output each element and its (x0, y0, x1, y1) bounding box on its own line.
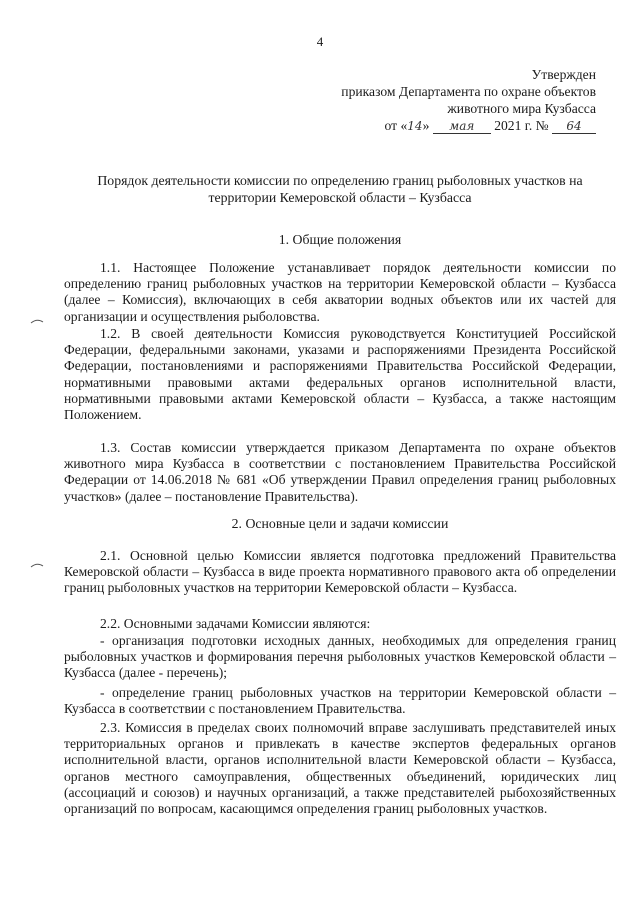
approval-line-2: приказом Департамента по охране объектов (341, 84, 596, 99)
handwritten-month: мая (433, 120, 491, 134)
paragraph-1-2: 1.2. В своей деятельности Комиссия руководствуется Конституцией Российской Федерации, федеральными законами, указами и распоряжениями Президента Российской Федерации, постановлениями и распоряжениями Правительства Российской Федерации, нормативными правовыми актами федеральных органов исполнительной власти, нормативными правовыми актами Кемеровской области – Кузбасса, а также настоящим Положением. (64, 326, 616, 423)
approval-block (341, 66, 596, 135)
paragraph-2-2: 2.2. Основными задачами Комиссии являются: (100, 616, 371, 631)
handwritten-day: 14 (407, 119, 423, 133)
document-title (60, 172, 620, 206)
page-number: 4 (316, 34, 324, 49)
document-title-line-1: Порядок деятельности комиссии по определению границ рыболовных участков на (97, 173, 583, 188)
date-prefix: от « (384, 118, 408, 133)
year-text: 2021 г. № (494, 118, 549, 133)
date-mid: » (422, 118, 430, 133)
approval-line-1: Утвержден (531, 67, 596, 82)
approval-line-3: животного мира Кузбасса (447, 101, 596, 116)
handwritten-order-number: 64 (552, 120, 596, 134)
paragraph-1-1: 1.1. Настоящее Положение устанавливает порядок деятельности комиссии по определению границ рыболовных участков на территории Кемеровской области – Кузбасса (далее – Комиссия), включающих в себя акватории водных объектов или их частей для организации и осуществления рыболовства. (64, 260, 616, 324)
section-1-heading: 1. Общие положения (278, 232, 402, 247)
paragraph-2-1: 2.1. Основной целью Комиссии является подготовка предложений Правительства Кемеровской области – Кузбасса в виде проекта нормативного правового акта об определении границ рыболовных участков на территории Кемеровской области – Кузбасса. (64, 548, 616, 596)
paragraph-2-3: 2.3. Комиссия в пределах своих полномочий вправе заслушивать представителей иных территориальных органов и привлекать в качестве экспертов федеральных органов исполнительной власти, органов исполнительной власти Кемеровской области – Кузбасса, органов местного самоуправления, общественных объединений, юридических лиц (ассоциаций и союзов) и научных организаций, а также представителей рыбохозяйственных организаций по вопросам, касающимся определения границ рыболовных участков. (64, 720, 616, 817)
margin-pencil-mark (30, 318, 44, 324)
margin-pencil-mark (30, 562, 44, 568)
document-title-line-2: территории Кемеровской области – Кузбасса (208, 190, 472, 205)
paragraph-1-3: 1.3. Состав комиссии утверждается приказом Департамента по охране объектов животного мира Кузбасса в соответствии с постановлением Правительства Российской Федерации от 14.06.2018 № 681 «Об утверждении Правил определения границ рыболовных участков» (далее – постановление Правительства). (64, 440, 616, 504)
paragraph-2-2-item-2: - определение границ рыболовных участков на территории Кемеровской области – Кузбасса в соответствии с постановлением Правительства. (64, 685, 616, 717)
paragraph-2-2-item-1: - организация подготовки исходных данных, необходимых для определения границ рыболовных участков и формирования перечня рыболовных участков Кемеровской области – Кузбасса (далее - перечень); (64, 633, 616, 681)
section-2-heading: 2. Основные цели и задачи комиссии (231, 516, 449, 531)
approval-date-line (341, 117, 596, 135)
